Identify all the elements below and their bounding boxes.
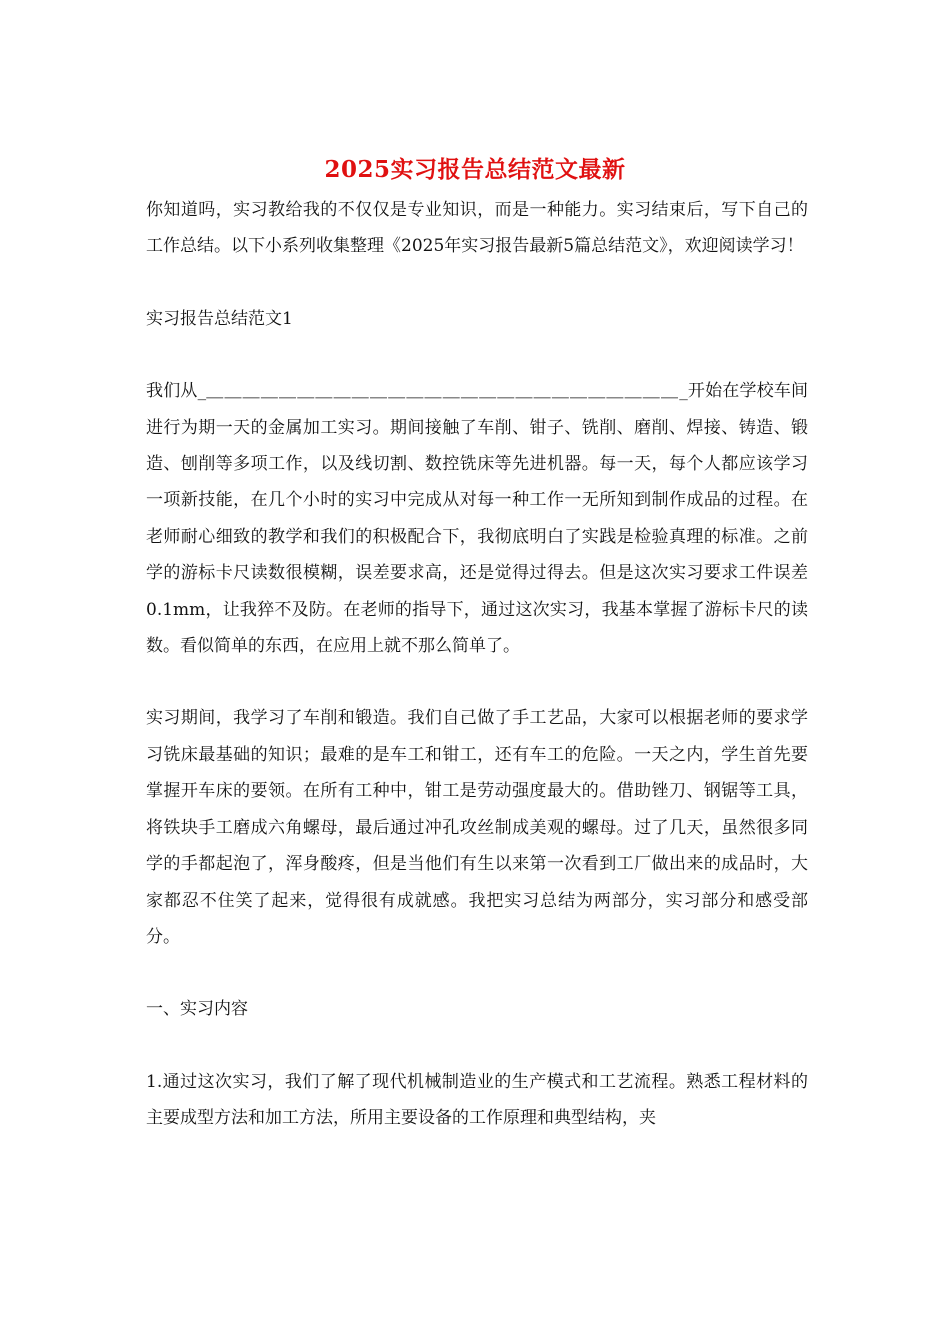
paragraph-spacer — [146, 664, 808, 700]
document-body — [146, 192, 808, 1137]
paragraph-2: 实习期间，我学习了车削和锻造。我们自己做了手工艺品，大家可以根据老师的要求学习铣床最基础的知识；最难的是车工和钳工，还有车工的危险。一天之内，学生首先要掌握开车床的要领。在所有工种中，钳工是劳动强度最大的。借助锉刀、钢锯等工具，将铁块手工磨成六角螺母，最后通过冲孔攻丝制成美观的螺母。过了几天，虽然很多同学的手都起泡了，浑身酸疼，但是当他们有生以来第一次看到工厂做出来的成品时，大家都忍不住笑了起来，觉得很有成就感。我把实习总结为两部分，实习部分和感受部分。 — [146, 708, 808, 947]
section-heading-2: 一、实习内容 — [146, 999, 248, 1020]
document-title: 2025实习报告总结范文最新 — [324, 156, 626, 183]
section-heading-1: 实习报告总结范文1 — [146, 308, 293, 329]
paragraph-1 — [146, 373, 808, 664]
paragraph-3: 1.通过这次实习，我们了解了现代机械制造业的生产模式和工艺流程。熟悉工程材料的主要成型方法和加工方法，所用主要设备的工作原理和典型结构，夹 — [146, 1071, 808, 1129]
paragraph-spacer — [146, 265, 808, 301]
paragraph-1-prefix: 我们从_ — [146, 381, 207, 402]
paragraph-spacer — [146, 337, 808, 373]
intro-paragraph: 你知道吗，实习教给我的不仅仅是专业知识，而是一种能力。实习结束后，写下自己的工作总结。以下小系列收集整理《2025年实习报告最新5篇总结范文》，欢迎阅读学习！ — [146, 200, 808, 257]
paragraph-1-body: _开始在学校车间进行为期一天的金属加工实习。期间接触了车削、钳子、铣削、磨削、焊接、铸造、锻造、刨削等多项工作，以及线切割、数控铣床等先进机器。每一天，每个人都应该学习一项新技能，在几个小时的实习中完成从对每一种工作一无所知到制作成品的过程。在老师耐心细致的教学和我们的积极配合下，我彻底明白了实践是检验真理的标准。之前学的游标卡尺读数很模糊，误差要求高，还是觉得过得去。但是这次实习要求工件误差0.1mm，让我猝不及防。在老师的指导下，通过这次实习，我基本掌握了游标卡尺的读数。看似简单的东西，在应用上就不那么简单了。 — [146, 381, 809, 657]
paragraph-spacer — [146, 955, 808, 991]
paragraph-spacer — [146, 1028, 808, 1064]
fill-in-blank: ＿＿＿＿＿＿＿＿＿＿＿＿＿＿＿＿＿＿＿＿＿＿＿＿＿＿ — [206, 381, 680, 402]
